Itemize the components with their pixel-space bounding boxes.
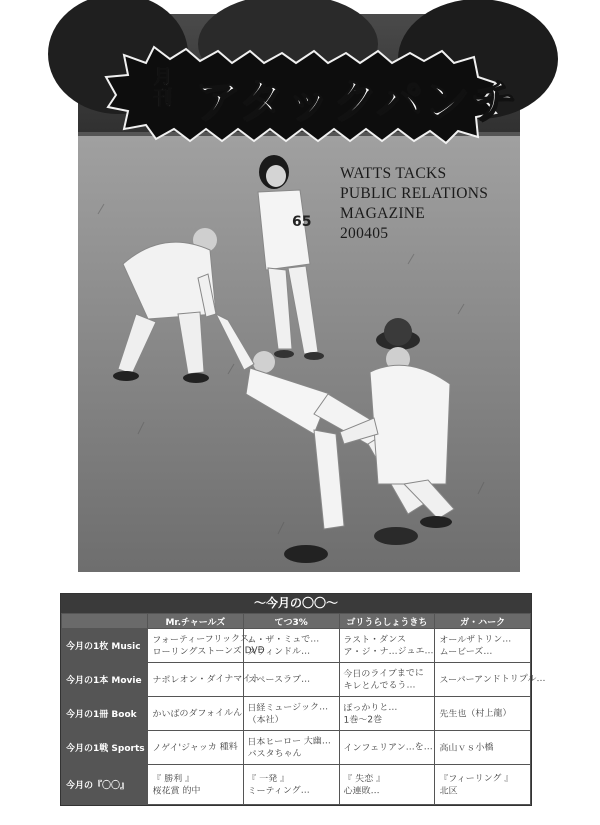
table-cell: オールザトリン… ムービーズ… [434,628,530,664]
table-row [62,731,531,765]
column-header: ガ・ハーク [435,614,531,629]
table-cell: ナポレオン・ダイナマイト [147,662,243,698]
table-cell: 『フィーリング 』 北区 [434,764,530,806]
monthly-grid [61,613,546,805]
table-cell: かいばのダフォイルん [147,696,243,732]
monthly-table [60,593,546,806]
table-cell: ぽっかりと… 1巻〜2巻 [339,696,435,732]
table-cell: 『 勝利 』 桜花賞 的中 [147,764,243,806]
cover-text-block [340,164,488,244]
column-header: ゴリうらしょうきち [339,614,435,629]
row-header: 今月の1冊 Book [62,697,148,731]
magazine-cover [78,14,520,572]
table-cell: スペースラブ… [243,662,339,698]
table-cell: 『 一発 』 ミーティング… [243,764,339,806]
table-corner-cell [62,614,148,629]
table-cell: 日経ミュージック… （本社） [243,696,339,732]
table-cell: ノゲイ'ジャッカ 種料 [147,730,243,766]
cover-text-line: WATTS TACKS [340,165,447,182]
column-header: てつ3% [243,614,339,629]
table-cell: 日本ヒーロー 大幽… パスタちゃん [243,730,339,766]
table-cell: インフェリアン…を… [339,730,435,766]
row-header: 今月の1戦 Sports [62,731,148,765]
table-cell: ラスト・ダンス ア・ジ・ナ…ジュエ… [339,628,435,664]
cover-text-line: 200405 [340,225,389,242]
masthead [106,47,518,143]
cover-text-line: PUBLIC RELATIONS [340,185,489,202]
table-cell: スーパーアンドトリプル… [434,662,530,698]
table-header-row [62,614,531,629]
cover-text-line: MAGAZINE [340,205,426,222]
table-row [62,663,531,697]
table-row [62,697,531,731]
column-header: Mr.チャールズ [148,614,244,629]
table-row [62,629,531,663]
table-cell: フォーティーフリックス。 ローリングストーンズ DVD [147,628,243,664]
table-row [62,765,531,805]
table-cell: 『 失恋 』 心連敗… [339,764,435,806]
table-cell: 高山ｖｓ小橋 [434,730,530,766]
row-header: 今月の1本 Movie [62,663,148,697]
table-cell: 今日のライブまでに キレとんでるう… [339,662,435,698]
table-cell: 先生也（村上龍） [434,696,530,732]
table-title: ～今月の〇〇～ [61,594,531,613]
masthead-prefix: 月刊 [153,66,173,109]
shirt-number: 65 [292,214,312,230]
row-header: 今月の『〇〇』 [62,765,148,805]
row-header: 今月の1枚 Music [62,629,148,663]
table-cell: ム・ザ・ミュで… スウィンドル… [243,628,339,664]
masthead-title: アタックパンチ [194,74,518,128]
